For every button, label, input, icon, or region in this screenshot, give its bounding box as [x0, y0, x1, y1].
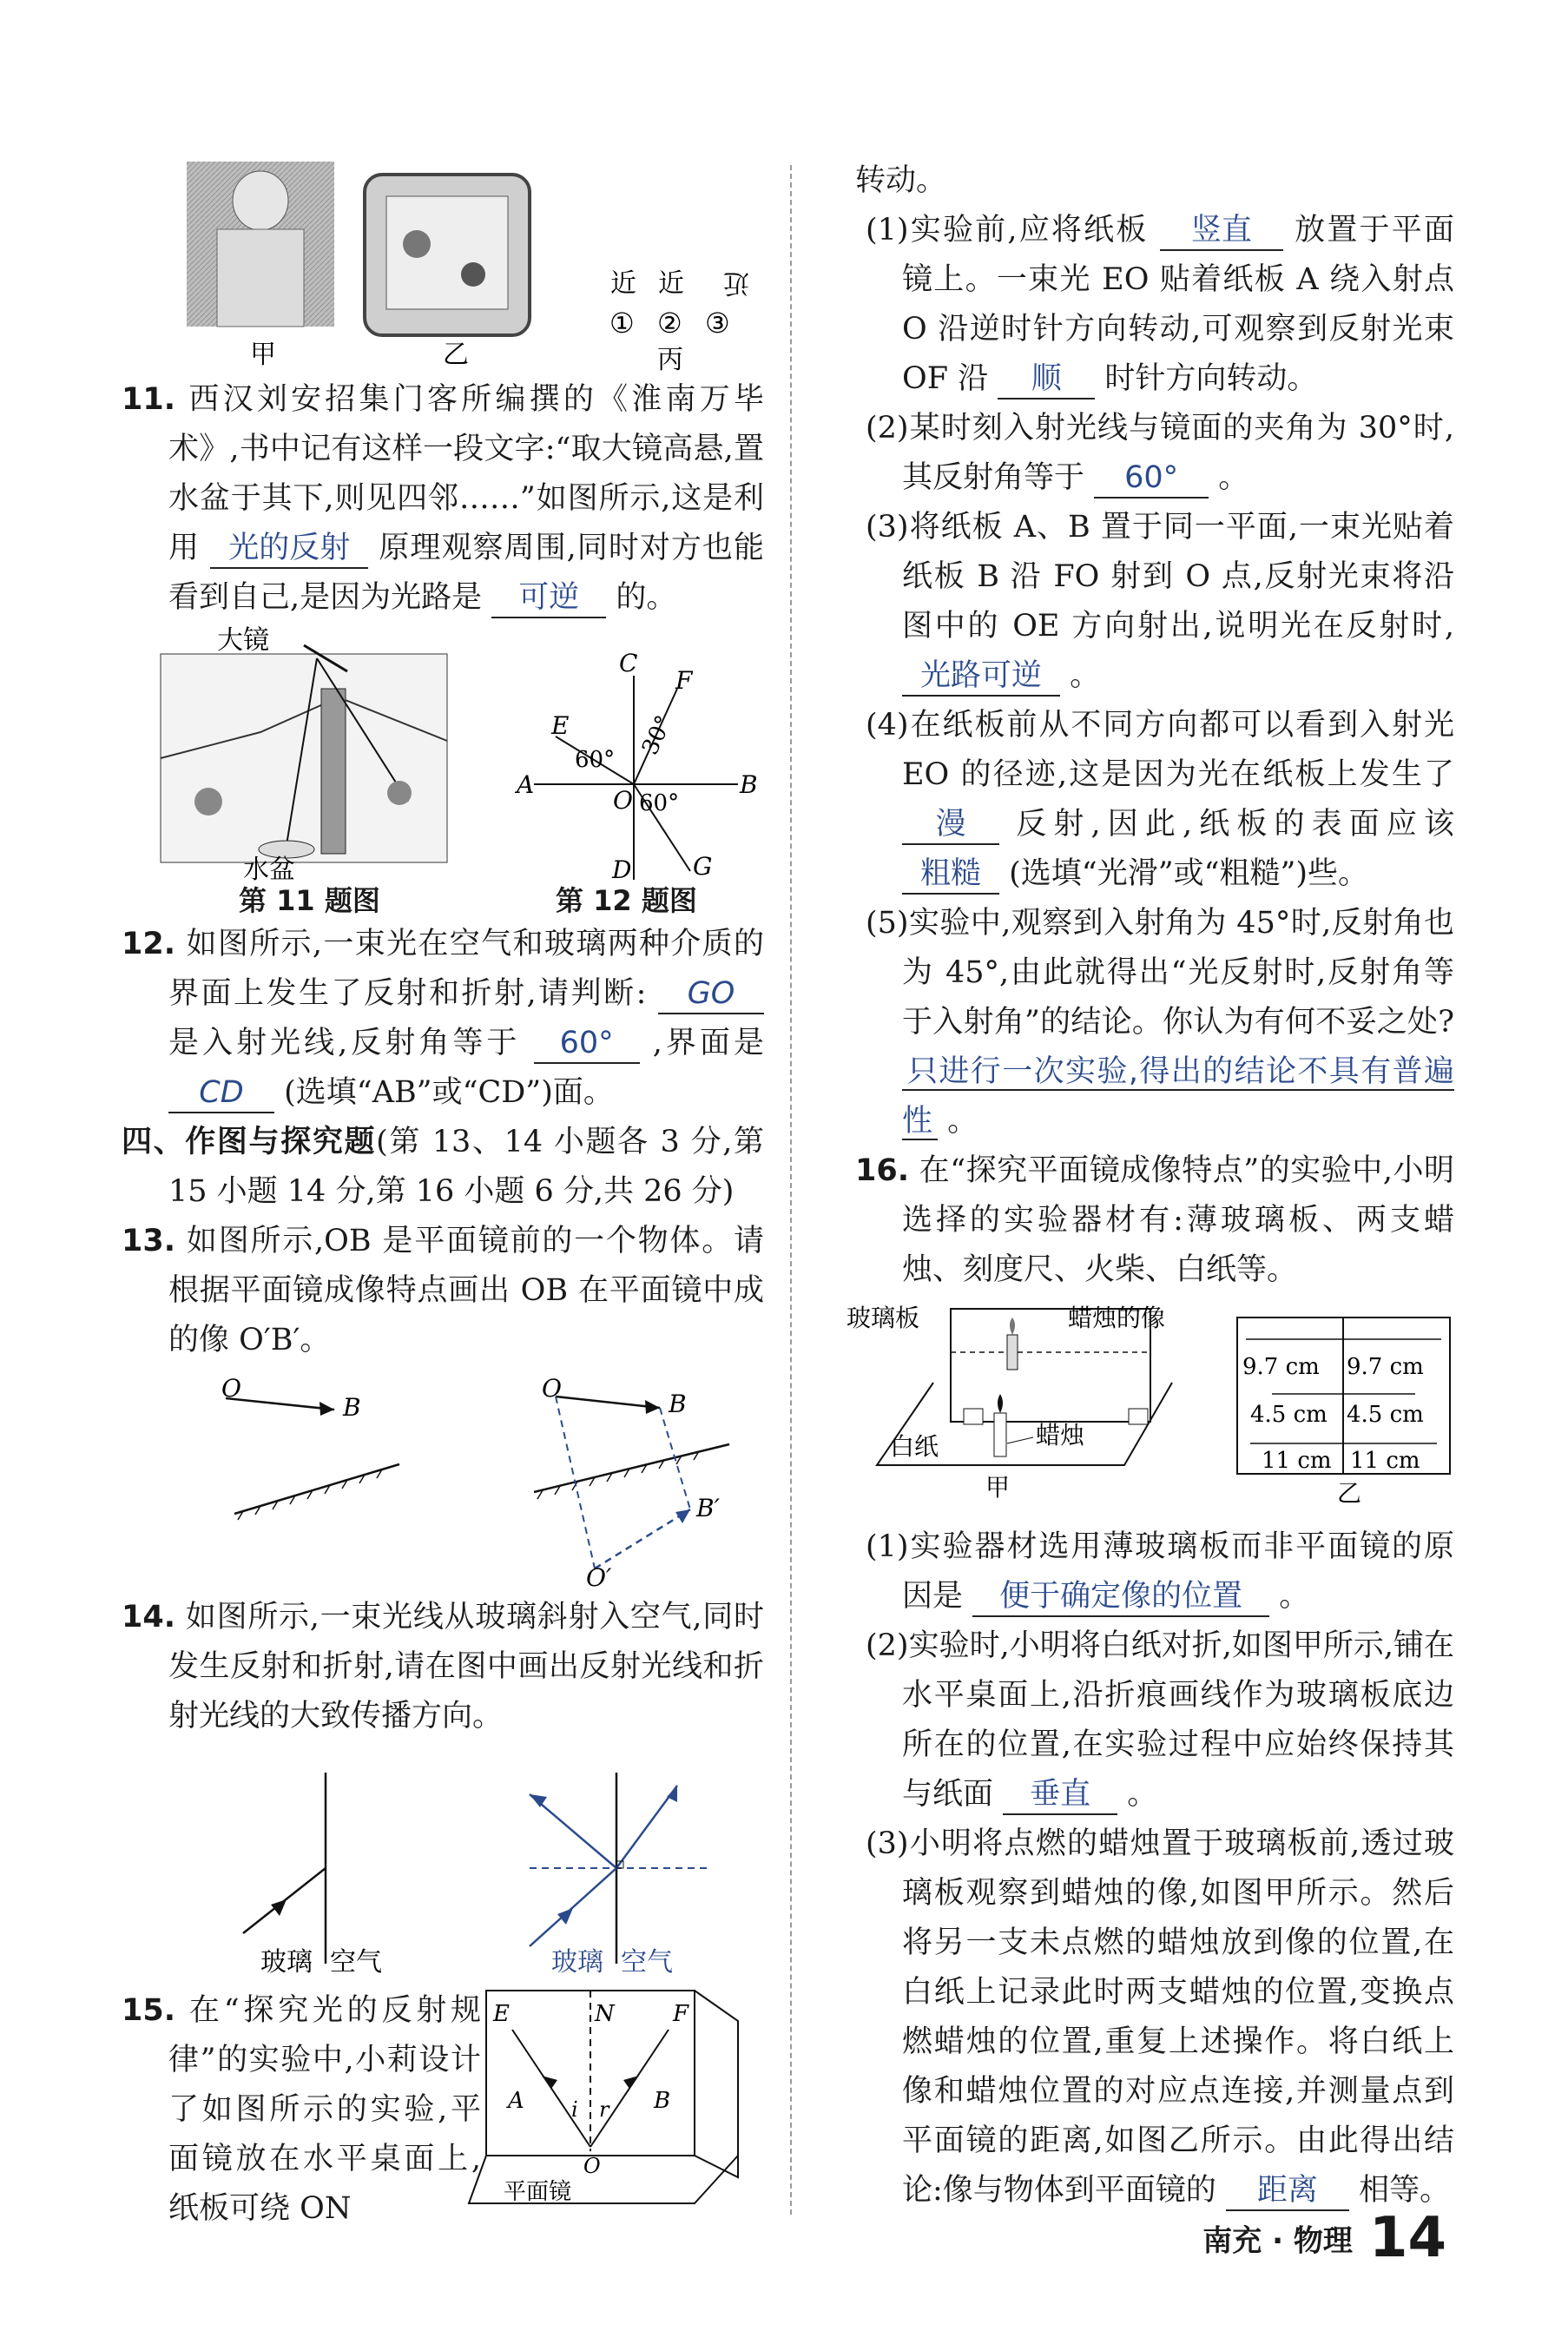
q14-text: 如图所示,一束光线从玻璃斜射入空气,同时发生反射和折射,请在图中画出反射光线和折射光线的大致传播方向。: [168, 1600, 764, 1734]
section-4-note: (第 13、14 小题各 3 分,第 15 小题 14 分,第 16 小题 6 分,共 26 分): [168, 1125, 764, 1209]
left-column: [122, 156, 764, 2247]
figure-13-svg: [122, 1370, 764, 1592]
q14-number: 14.: [122, 1600, 176, 1634]
label-D: D: [612, 855, 632, 884]
label-O: O: [613, 786, 633, 815]
q15-1-text-3: 时针方向转动。: [1104, 361, 1318, 396]
fig15-label-A: A: [508, 2088, 524, 2114]
q16-2-text-2: 。: [1127, 1777, 1158, 1812]
char-near-2: 近: [658, 268, 684, 299]
q15-1-answer-1: 竖直: [1160, 211, 1283, 251]
fig16-dist-1: 9.7 cm: [1242, 1354, 1320, 1380]
figure-13: [122, 1370, 764, 1592]
q15-part-1: [855, 206, 1454, 404]
top-figure-svg: [122, 162, 764, 375]
q15-continuation: 转动。: [855, 163, 947, 198]
char-near-1: 近: [610, 268, 636, 299]
label-G: G: [693, 852, 713, 881]
footer-brand: 南充 · 物理: [1202, 2223, 1353, 2259]
q12-text-4: (选填“AB”或“CD”)面。: [284, 1075, 614, 1110]
question-15-block: [122, 1986, 764, 2247]
q11-number: 11.: [122, 382, 176, 417]
q11-text-1: 西汉刘安招集门客所编撰的《淮南万毕术》,书中记有这样一段文字:“取大镜高悬,置水盆于其下,则见四邻……”如图所示,这是利用: [168, 382, 764, 565]
label-jia: 甲: [250, 340, 276, 370]
q13-number: 13.: [122, 1224, 176, 1258]
q15-number: 15.: [122, 1993, 176, 2028]
label-F: F: [675, 666, 693, 695]
q12-answer-1: GO: [658, 974, 764, 1014]
fig15-label-B: B: [654, 2088, 671, 2114]
question-13: [122, 1217, 764, 1365]
label-yi: 乙: [443, 340, 469, 370]
fig16-dist-6: 11 cm: [1350, 1448, 1420, 1474]
q12-text-1: 如图所示,一束光在空气和玻璃两种介质的界面上发生了反射和折射,请判断:: [168, 927, 764, 1011]
q15-4-text-2: 反射,因此,纸板的表面应该: [1016, 807, 1454, 842]
q15-text: 在“探究光的反射规律”的实验中,小莉设计了如图所示的实验,平面镜放在水平桌面上,纸板可绕 ON: [168, 1993, 481, 2226]
page-footer: [1202, 2206, 1446, 2270]
fig15-label-mirror: 平面镜: [504, 2179, 572, 2205]
q16-3-text-2: 相等。: [1359, 2173, 1451, 2208]
fig15-label-N: N: [595, 2001, 615, 2027]
label-water-basin: 水盆: [243, 855, 295, 885]
question-15: [122, 1986, 481, 2234]
question-14: [122, 1593, 764, 1741]
q16-1-answer: 便于确定像的位置: [972, 1577, 1269, 1617]
q16-2-text-1: (2)实验时,小明将白纸对折,如图甲所示,铺在水平桌面上,沿折痕画线作为玻璃板底边所在的位置,在实验过程中应始终保持其与纸面: [866, 1628, 1454, 1812]
figures-11-12: [122, 625, 764, 917]
q15-3-answer: 光路可逆: [902, 657, 1060, 697]
q11-answer-2: 可逆: [491, 578, 606, 618]
fig14-glass: 玻璃: [260, 1947, 313, 1978]
fig16-dist-5: 11 cm: [1262, 1448, 1332, 1474]
label-A: A: [517, 770, 535, 799]
periscope-photo: [365, 175, 530, 335]
figure-16: [847, 1300, 1454, 1517]
fig13-answer-label-B-prime: B′: [696, 1494, 720, 1522]
q16-text: 在“探究平面镜成像特点”的实验中,小明选择的实验器材有:薄玻璃板、两支蜡烛、刻度尺、火柴、白纸等。: [902, 1153, 1454, 1287]
q15-4-text-3: (选填“光滑”或“粗糙”)些。: [1009, 856, 1369, 891]
fig15-label-r: r: [599, 2097, 609, 2122]
circled-1: ①: [609, 307, 635, 340]
q12-number: 12.: [122, 927, 176, 961]
q15-part-3: [855, 503, 1454, 701]
section-4-title: 四、作图与探究题: [122, 1125, 377, 1159]
q15-1-answer-2: 顺: [998, 360, 1095, 400]
right-column: [847, 156, 1454, 2216]
fig16-image-label: 蜡烛的像: [1068, 1304, 1166, 1332]
fig14-answer-glass: 玻璃: [551, 1947, 603, 1978]
fig16-dist-2: 9.7 cm: [1347, 1354, 1424, 1380]
q15-4-answer-2: 粗糙: [902, 855, 999, 895]
q15-2-text-2: 。: [1218, 460, 1249, 495]
fig13-answer-label-O: O: [542, 1374, 562, 1403]
fig15-label-i: i: [571, 2097, 578, 2122]
q15-part-4: [855, 701, 1454, 899]
fig14-answer-air: 空气: [621, 1947, 673, 1978]
q11-text-3: 的。: [616, 580, 677, 615]
column-divider: [790, 165, 792, 2215]
q15-part-5: [855, 899, 1454, 1146]
fig13-answer-label-O-prime: O′: [586, 1563, 612, 1592]
fig16-paper-label: 白纸: [890, 1432, 939, 1461]
q12-text-2: 是入射光线,反射角等于: [168, 1026, 521, 1060]
figure-15-svg: [478, 1986, 764, 2212]
question-16: [855, 1146, 1454, 1295]
fig15-label-F: F: [673, 2001, 689, 2027]
astronaut-photo: [187, 162, 334, 327]
figure-11-drawing: [161, 645, 447, 862]
section-4-heading: [122, 1118, 764, 1217]
fig16-glass-label: 玻璃板: [847, 1304, 920, 1332]
q15-1-text-1: (1)实验前,应将纸板: [866, 213, 1149, 248]
page-number: 14: [1368, 2206, 1446, 2270]
q16-1-text-1: (1)实验器材选用薄玻璃板而非平面镜的原因是: [866, 1529, 1454, 1614]
question-12: [122, 920, 764, 1118]
fig13-label-B: B: [343, 1393, 361, 1422]
q12-text-3: ,界面是: [652, 1026, 764, 1060]
label-C: C: [619, 649, 638, 677]
q15-4-text-1: (4)在纸板前从不同方向都可以看到入射光 EO 的径迹,这是因为光在纸板上发生了: [866, 708, 1454, 792]
top-figure: [122, 162, 764, 375]
label-B: B: [740, 770, 758, 799]
q16-part-2: [855, 1621, 1454, 1819]
figure-16-svg: [847, 1300, 1454, 1517]
label-E: E: [551, 711, 570, 740]
figure-14-svg: [122, 1747, 764, 1981]
fig16-dist-3: 4.5 cm: [1250, 1402, 1328, 1428]
angle-30: 30°: [636, 711, 678, 759]
q15-1-text-2: 放置于平面镜上。一束光 EO 贴着纸板 A 绕入射点 O 沿逆时针方向转动,可观察到反射光束 OF 沿: [902, 213, 1454, 396]
figure-12-caption: 第 12 题图: [556, 884, 697, 917]
figure-14: [122, 1747, 764, 1981]
q15-5-text-1: (5)实验中,观察到入射角为 45°时,反射角也为 45°,由此就得出“光反射时,反射角等于入射角”的结论。你认为有何不妥之处?: [866, 906, 1454, 1040]
q15-3-text-2: 。: [1070, 658, 1101, 693]
q15-part-2: [855, 404, 1454, 503]
q15-4-answer-1: 漫: [902, 805, 999, 845]
q11-answer-1: 光的反射: [210, 529, 368, 569]
figure-12-drawing: [534, 676, 738, 880]
char-near-3: 近: [723, 267, 749, 298]
fig16-candle-label: 蜡烛: [1036, 1421, 1085, 1450]
label-big-mirror: 大镜: [217, 625, 269, 656]
q12-answer-3: CD: [168, 1073, 274, 1113]
q12-answer-2: 60°: [534, 1024, 640, 1064]
q16-part-3: [855, 1819, 1454, 2216]
fig16-dist-4: 4.5 cm: [1347, 1402, 1424, 1428]
circled-2: ②: [657, 307, 682, 340]
circled-3: ③: [705, 307, 730, 340]
q16-3-text-1: (3)小明将点燃的蜡烛置于玻璃板前,透过玻璃板观察到蜡烛的像,如图甲所示。然后将另一支未点燃的蜡烛放到像的位置,在白纸上记录此时两支蜡烛的位置,变换点燃蜡烛的位置,重复上述操作。将白纸上像和蜡烛位置的对应点连接,并测量点到平面镜的距离,如图乙所示。由此得出结论:像与物体到平面镜的: [866, 1826, 1454, 2208]
q15-5-answer: 只进行一次实验,得出的结论不具有普遍性: [902, 1054, 1454, 1139]
fig13-answer-label-B: B: [669, 1390, 687, 1418]
q16-2-answer: 垂直: [1003, 1775, 1117, 1815]
q16-number: 16.: [855, 1153, 910, 1188]
q15-5-text-2: 。: [947, 1104, 978, 1139]
fig15-label-O: O: [583, 2154, 601, 2178]
fig14-air: 空气: [330, 1947, 382, 1978]
q16-part-1: [855, 1522, 1454, 1621]
q13-text: 如图所示,OB 是平面镜前的一个物体。请根据平面镜成像特点画出 OB 在平面镜中成的像 O′B′。: [168, 1224, 764, 1357]
label-bing: 丙: [657, 345, 683, 375]
q16-1-text-2: 。: [1279, 1579, 1310, 1614]
fig16-yi-label: 乙: [1337, 1479, 1362, 1508]
q15-2-text-1: (2)某时刻入射光线与镜面的夹角为 30°时,其反射角等于: [866, 411, 1454, 495]
fig16-jia-label: 甲: [985, 1473, 1011, 1502]
q16-3-answer: 距离: [1226, 2171, 1349, 2211]
figure-11-12-svg: [122, 625, 764, 885]
q15-3-text-1: (3)将纸板 A、B 置于同一平面,一束光贴着纸板 B 沿 FO 射到 O 点,反射光束将沿图中的 OE 方向射出,说明光在反射时,: [866, 510, 1454, 644]
angle-60-b: 60°: [639, 790, 680, 816]
q11-text-2: 原理观察周围,同时对方也能看到自己,是因为光路是: [168, 531, 764, 615]
figure-11-caption: 第 11 题图: [239, 884, 380, 917]
angle-60-a: 60°: [575, 747, 616, 773]
question-11: [122, 375, 764, 623]
q15-2-answer: 60°: [1094, 459, 1209, 499]
fig15-label-E: E: [493, 2001, 510, 2027]
fig13-label-O: O: [221, 1374, 241, 1403]
